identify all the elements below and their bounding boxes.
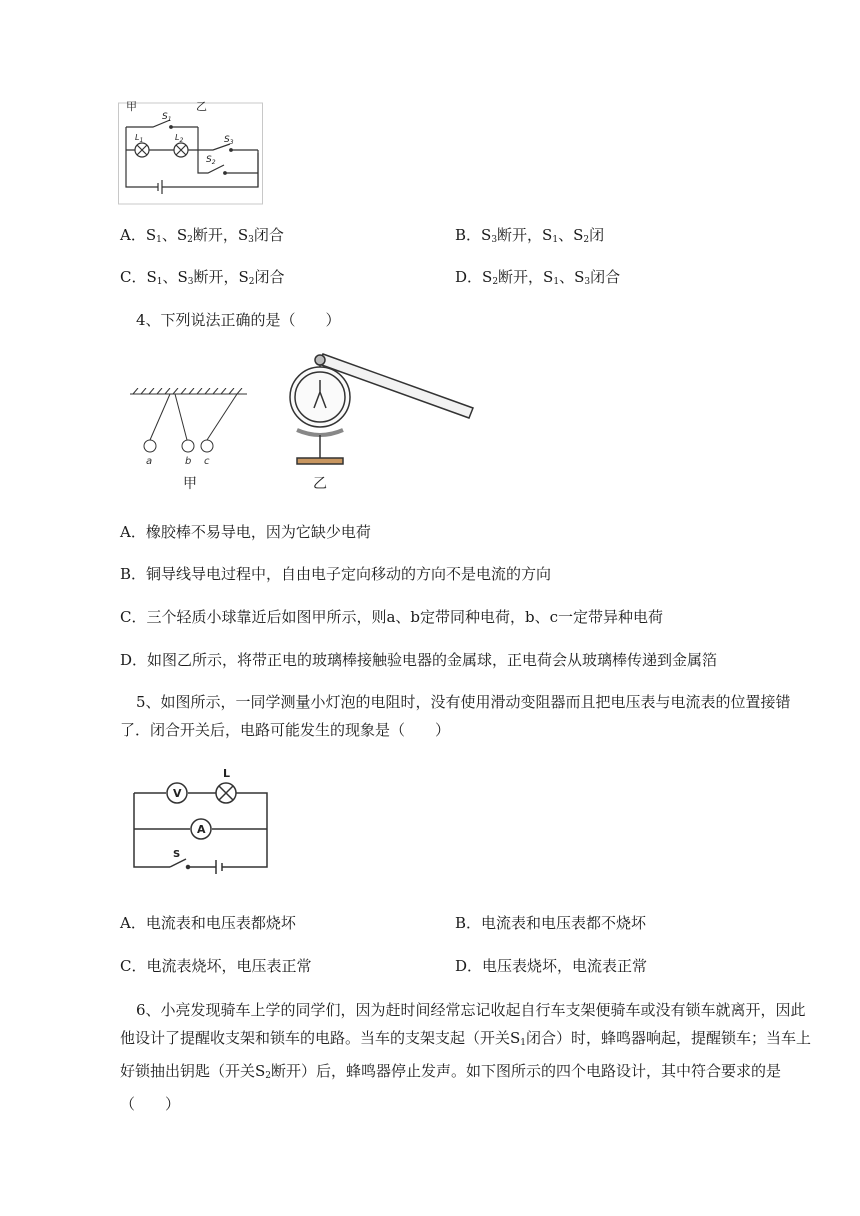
q4-figure-yi (285, 350, 475, 500)
q3-option-c: C．$S_1$、$S_3$断开，$S_2$闭合 (120, 268, 285, 287)
q5-lamp-label: L (223, 767, 231, 780)
q3-label-l2: $L_2$ (175, 133, 184, 144)
q5-option-c: C．电流表烧坏，电压表正常 (120, 957, 312, 975)
q3-label-s2: $S_2$ (206, 155, 216, 166)
q5-option-d: D．电压表烧坏，电流表正常 (455, 957, 648, 975)
q4-figure-jia-label: 甲 (183, 476, 197, 492)
q3-option-a: A．$S_1$、$S_2$断开，$S_3$闭合 (120, 226, 284, 245)
q3-label-l1: $L_1$ (135, 133, 144, 144)
q4-option-b: B．铜导线导电过程中，自由电子定向移动的方向不是电流的方向 (120, 565, 552, 583)
q3-circuit-diagram (118, 95, 263, 205)
q4-stem: 4、下列说法正确的是（ ） (136, 311, 341, 329)
q5-switch-label: S (173, 849, 181, 860)
q4-option-d: D．如图乙所示，将带正电的玻璃棒接触验电器的金属球，正电荷会从玻璃棒传递到金属箔 (120, 651, 718, 669)
q5-circuit-diagram (130, 765, 275, 875)
q4-option-a: A．橡胶棒不易导电，因为它缺少电荷 (120, 523, 371, 541)
q3-label-jia: 甲 (126, 100, 137, 113)
q6-stem: 6、小亮发现骑车上学的同学们，因为赶时间经常忘记收起自行车支架便骑车或没有锁车就离开，因此他设计了提醒收支架和锁车的电路。当车的支架支起（开关$S_1$闭合）时，蜂鸣器响起，提醒锁车；当车上好锁抽出钥匙（开关$S_2$断开）后，蜂鸣器停止发声。如下图所示的四个电路设计，其中符合要求的是（ ） (120, 1001, 812, 1113)
q5-option-b: B．电流表和电压表都不烧坏 (455, 914, 647, 932)
q4-ball-a-label: a (146, 456, 153, 467)
q4-ball-b-label: b (185, 456, 192, 467)
q4-ball-c-label: c (204, 456, 210, 467)
q5-ammeter-label: A (197, 823, 206, 836)
q5-stem: 5、如图所示，一同学测量小灯泡的电阻时，没有使用滑动变阻器而且把电压表与电流表的位置接错了．闭合开关后，电路可能发生的现象是（ ） (120, 693, 791, 739)
q5-voltmeter-label: V (173, 787, 182, 800)
q4-figure-jia (125, 388, 255, 498)
q3-option-d: D．$S_2$断开，$S_1$、$S_3$闭合 (455, 268, 621, 287)
q3-label-yi: 乙 (196, 100, 207, 113)
q3-option-b: B．$S_3$断开，$S_1$、$S_2$闭 (455, 226, 605, 245)
q3-label-s3: $S_3$ (224, 135, 234, 146)
q3-label-s1: $S_1$ (162, 112, 172, 123)
q4-figure-yi-label: 乙 (313, 476, 327, 492)
q4-option-c: C．三个轻质小球靠近后如图甲所示，则a、b定带同种电荷，b、c一定带异种电荷 (120, 608, 664, 626)
q5-option-a: A．电流表和电压表都烧坏 (120, 914, 296, 932)
